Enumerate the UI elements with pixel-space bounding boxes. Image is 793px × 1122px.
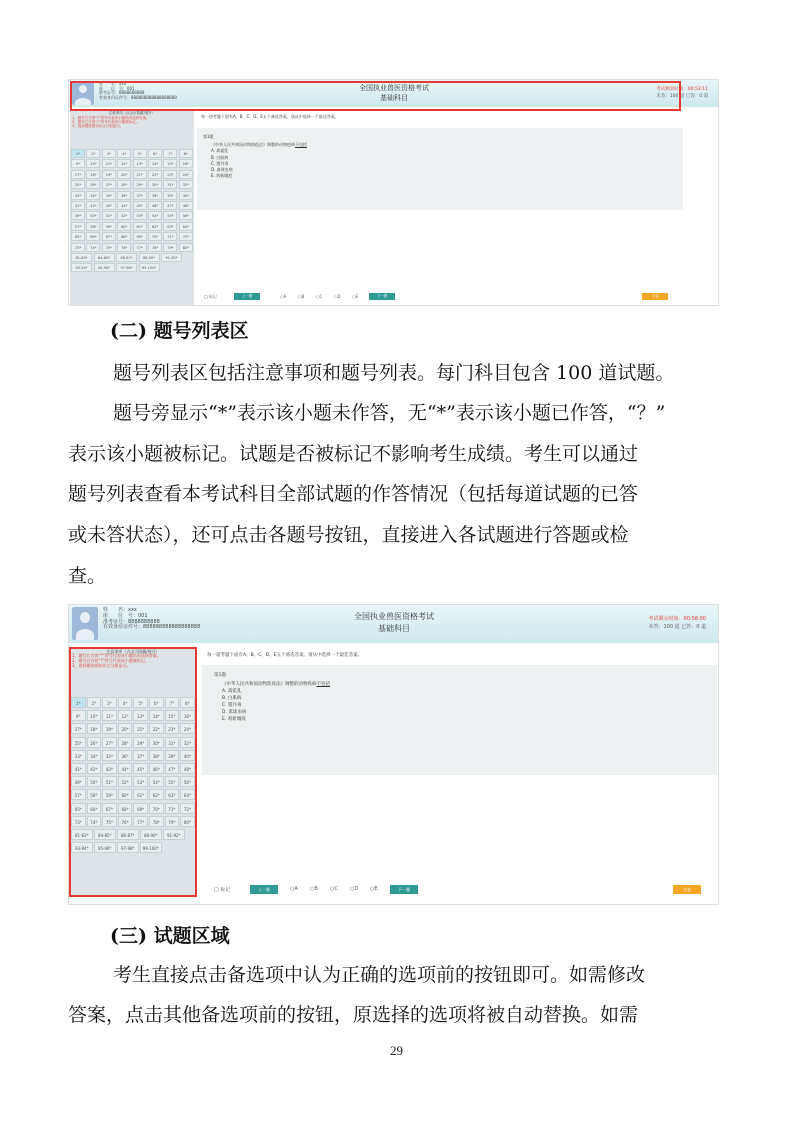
question-button[interactable]: 3*	[102, 697, 117, 708]
question-button[interactable]: 31*	[165, 737, 180, 748]
exam-subject: 基础科目	[378, 624, 410, 633]
question-button[interactable]: 18*	[86, 170, 100, 179]
question-group-button[interactable]: 99-100*	[140, 842, 162, 853]
question-button[interactable]: 57*	[71, 789, 86, 800]
question-button[interactable]: 33*	[71, 191, 85, 200]
question-button[interactable]: 13*	[133, 159, 147, 168]
question-button[interactable]: 29*	[133, 180, 147, 189]
notice-item: 2、题号右方的“?”符号代表该小题被标记。	[72, 120, 140, 125]
question-button[interactable]: 79*	[163, 243, 177, 252]
question-button[interactable]: 75*	[102, 243, 116, 252]
question-button[interactable]: 4*	[117, 149, 131, 158]
question-button[interactable]: 5*	[133, 149, 147, 158]
question-button[interactable]: 70*	[148, 232, 162, 241]
question-button[interactable]: 15*	[163, 159, 177, 168]
question-button[interactable]: 30*	[148, 180, 162, 189]
choice-c-radio[interactable]: ○C	[330, 886, 338, 892]
question-button[interactable]: 8*	[180, 697, 195, 708]
paragraph-line: 题号列表区包括注意事项和题号列表。每门科目包含 100 道试题。	[113, 362, 675, 384]
notice-item: 2、题号右方的“?”符号代表该小题被标记。	[72, 657, 149, 663]
time-remaining: 考试剩余时间：00:58:00	[648, 616, 706, 622]
question-button[interactable]: 34*	[86, 191, 100, 200]
question-button[interactable]: 11*	[102, 710, 117, 721]
question-button[interactable]: 58*	[86, 222, 100, 231]
question-button[interactable]: 74*	[87, 816, 102, 827]
avatar	[72, 607, 98, 640]
question-button[interactable]: 2*	[86, 149, 100, 158]
question-button[interactable]: 26*	[87, 737, 102, 748]
question-button[interactable]: 60*	[117, 222, 131, 231]
candidate-name: 姓 名：xxx	[103, 607, 137, 613]
mark-checkbox[interactable]: □ 标记	[204, 294, 218, 299]
question-button[interactable]: 28*	[118, 737, 133, 748]
question-button[interactable]: 5*	[133, 697, 148, 708]
stem-emphasis: 不包括	[316, 681, 330, 687]
question-group-button[interactable]: 86-87*	[117, 829, 139, 840]
question-button[interactable]: 46*	[148, 201, 162, 210]
question-button[interactable]: 17*	[71, 170, 85, 179]
question-button[interactable]: 51*	[102, 776, 117, 787]
notice-item: 1、题号右方的“*”符号代表该小题尚未选择答案。	[72, 653, 161, 658]
question-button[interactable]: 50*	[87, 776, 102, 787]
submit-button[interactable]: 交卷	[673, 885, 701, 894]
choice-b-radio[interactable]: ○B	[310, 886, 318, 892]
choice-b-radio[interactable]: ○B	[298, 294, 305, 299]
question-button[interactable]: 27*	[102, 180, 116, 189]
question-instruction: 每一道考题下面有A、B、C、D、E五个备选答案。请从中选择一个最佳答案。	[201, 114, 339, 119]
question-button[interactable]: 14*	[149, 710, 164, 721]
question-button[interactable]: 21*	[133, 723, 148, 734]
choice-a-radio[interactable]: ○A	[280, 294, 287, 299]
question-button[interactable]: 41*	[71, 763, 86, 774]
stem-emphasis: 不包括	[295, 142, 307, 148]
question-button[interactable]: 6*	[148, 149, 162, 158]
question-button[interactable]: 25*	[71, 737, 86, 748]
option-c: C. 猪丹毒	[222, 702, 242, 708]
question-button[interactable]: 50*	[86, 211, 100, 220]
question-button[interactable]: 64*	[180, 789, 195, 800]
exam-timer	[649, 615, 707, 631]
question-button[interactable]: 36*	[117, 191, 131, 200]
question-button[interactable]: 25*	[71, 180, 85, 189]
question-button[interactable]: 36*	[118, 750, 133, 761]
question-button[interactable]: 68*	[118, 803, 133, 814]
question-button[interactable]: 77*	[133, 243, 147, 252]
question-button[interactable]: 38*	[149, 750, 164, 761]
question-button[interactable]: 42*	[87, 763, 102, 774]
question-group-button[interactable]: 86-87*	[116, 253, 137, 262]
notice-item: 3、选择题按照知识点分组显示。	[72, 124, 124, 129]
notice-toggle[interactable]: 注意事项（点击可隐藏/展开）	[108, 111, 156, 115]
question-button[interactable]: 15*	[165, 710, 180, 721]
question-button[interactable]: 30*	[149, 737, 164, 748]
question-button[interactable]: 6*	[149, 697, 164, 708]
question-button[interactable]: 1*	[71, 697, 86, 708]
highlight-frame	[70, 81, 681, 111]
admission-number: 准考证号：8888888888	[103, 618, 160, 625]
stem-text: 《中华人民共和国动物防疫法》调整的动物疫病	[222, 681, 317, 687]
question-button[interactable]: 23*	[163, 170, 177, 179]
time-remaining: 考试剩余时间：00:53:11	[656, 87, 708, 92]
question-button[interactable]: 48*	[179, 201, 193, 210]
highlight-frame	[69, 647, 197, 897]
question-button[interactable]: 54*	[148, 211, 162, 220]
question-button[interactable]: 32*	[179, 180, 193, 189]
question-group-button[interactable]: 97-98*	[116, 263, 137, 272]
question-button[interactable]: 71*	[165, 803, 180, 814]
question-button[interactable]: 67*	[102, 232, 116, 241]
question-button[interactable]: 20*	[117, 170, 131, 179]
question-button[interactable]: 71*	[163, 232, 177, 241]
option-d: D. 禽球虫病	[222, 709, 247, 715]
question-button[interactable]: 14*	[148, 159, 162, 168]
choice-e-radio[interactable]: ○E	[352, 294, 359, 299]
question-button[interactable]: 72*	[180, 803, 195, 814]
question-button[interactable]: 63*	[165, 789, 180, 800]
question-button[interactable]: 22*	[148, 170, 162, 179]
question-group-button[interactable]: 81-83*	[71, 829, 93, 840]
question-button[interactable]: 29*	[133, 737, 148, 748]
question-button[interactable]: 57*	[71, 222, 85, 231]
question-button[interactable]: 65*	[71, 232, 85, 241]
section-heading-question-list: (二) 题号列表区	[110, 320, 249, 342]
question-group-button[interactable]: 95-96*	[94, 842, 116, 853]
question-box	[202, 665, 717, 775]
question-button[interactable]: 51*	[102, 211, 116, 220]
question-button[interactable]: 44*	[118, 763, 133, 774]
question-button[interactable]: 62*	[148, 222, 162, 231]
exam-title: 全国执业兽医资格考试	[354, 612, 434, 621]
question-button[interactable]: 74*	[86, 243, 100, 252]
question-group-button[interactable]: 99-100*	[139, 263, 160, 272]
question-group-button[interactable]: 88-90*	[140, 829, 162, 840]
question-button[interactable]: 76*	[118, 816, 133, 827]
option-a: A. 禽霍乱	[211, 148, 229, 154]
question-button[interactable]: 66*	[86, 232, 100, 241]
question-group-button[interactable]: 93-94*	[71, 842, 93, 853]
question-button[interactable]: 79*	[165, 816, 180, 827]
question-button[interactable]: 60*	[118, 789, 133, 800]
question-button[interactable]: 42*	[86, 201, 100, 210]
question-button[interactable]: 17*	[71, 723, 86, 734]
question-button[interactable]: 70*	[149, 803, 164, 814]
question-button[interactable]: 61*	[133, 222, 147, 231]
prev-button[interactable]: 上一题	[250, 885, 278, 894]
question-button[interactable]: 58*	[87, 789, 102, 800]
seat-number: 座 位 号：001	[99, 85, 135, 91]
question-button[interactable]: 45*	[133, 201, 147, 210]
question-button[interactable]: 23*	[165, 723, 180, 734]
next-button[interactable]: 下一题	[390, 885, 418, 894]
question-button[interactable]: 10*	[86, 159, 100, 168]
question-button[interactable]: 45*	[133, 763, 148, 774]
question-group-button[interactable]: 93-94*	[71, 263, 92, 272]
question-number: 第1题	[203, 134, 214, 139]
question-button[interactable]: 55*	[163, 211, 177, 220]
question-button[interactable]: 48*	[180, 763, 195, 774]
paragraph-line: 题号旁显示“*”表示该小题未作答，无“*”表示该小题已作答，“？”	[113, 402, 666, 424]
question-button[interactable]: 53*	[133, 211, 147, 220]
question-button[interactable]: 20*	[118, 723, 133, 734]
question-button[interactable]: 64*	[179, 222, 193, 231]
id-number: 有效身份证件号：888888888888888888	[99, 94, 177, 100]
question-list-panel	[70, 111, 194, 305]
question-button[interactable]: 68*	[117, 232, 131, 241]
question-box	[197, 128, 683, 210]
exam-screenshot-2	[68, 604, 719, 905]
question-button[interactable]: 43*	[102, 763, 117, 774]
question-button[interactable]: 47*	[163, 201, 177, 210]
question-group-button[interactable]: 91-92*	[163, 829, 185, 840]
admission-number: 准考证号：8888888888	[99, 90, 145, 96]
question-group-button[interactable]: 97-98*	[117, 842, 139, 853]
paragraph-line: 或未答状态），还可点击各题号按钮，直接进入各试题进行答题或检	[68, 524, 629, 546]
question-button[interactable]: 9*	[71, 159, 85, 168]
candidate-info	[103, 608, 200, 631]
question-button[interactable]: 49*	[71, 211, 85, 220]
notice-list	[72, 116, 150, 129]
question-button[interactable]: 75*	[102, 816, 117, 827]
question-button[interactable]: 24*	[179, 170, 193, 179]
exam-title: 全国执业兽医资格考试	[359, 84, 429, 92]
question-group-button[interactable]: 84-85*	[94, 829, 116, 840]
page-number: 29	[390, 1043, 403, 1058]
option-e: E. 鸡新城疫	[211, 173, 233, 179]
question-group-button[interactable]: 95-96*	[94, 263, 115, 272]
seat-number: 座 位 号：001	[103, 612, 148, 619]
choice-a-radio[interactable]: ○A	[290, 886, 298, 892]
option-b: B. 白肌病	[211, 154, 229, 160]
question-button[interactable]: 28*	[117, 180, 131, 189]
question-button[interactable]: 13*	[133, 710, 148, 721]
question-button[interactable]: 21*	[133, 170, 147, 179]
answer-counts: 未答：100 道 已答：0 道	[648, 624, 706, 630]
question-button[interactable]: 77*	[133, 816, 148, 827]
question-button[interactable]: 47*	[165, 763, 180, 774]
question-button[interactable]: 11*	[102, 159, 116, 168]
exam-title-block	[319, 611, 469, 635]
question-button[interactable]: 35*	[102, 750, 117, 761]
exam-subject: 基础科目	[380, 94, 408, 102]
choice-c-radio[interactable]: ○C	[316, 294, 323, 299]
choice-d-radio[interactable]: ○D	[334, 294, 341, 299]
question-button[interactable]: 26*	[86, 180, 100, 189]
question-button[interactable]: 35*	[102, 191, 116, 200]
question-group-button[interactable]: 91-92*	[161, 253, 182, 262]
question-button[interactable]: 66*	[87, 803, 102, 814]
paragraph-line: 题号列表查看本考试科目全部试题的作答情况（包括每道试题的已答	[68, 483, 639, 505]
answer-counts: 未答：100 道 已答：0 道	[656, 94, 708, 99]
question-button[interactable]: 44*	[117, 201, 131, 210]
question-button[interactable]: 40*	[180, 750, 195, 761]
question-stem	[214, 682, 717, 689]
question-button[interactable]: 31*	[163, 180, 177, 189]
question-button[interactable]: 1*	[71, 149, 85, 158]
question-button[interactable]: 27*	[102, 737, 117, 748]
question-instruction: 每一道考题下面有A、B、C、D、E五个备选答案。请从中选择一个最佳答案。	[207, 653, 363, 658]
paragraph-line: 答案，点击其他备选项前的按钮，原选择的选项将被自动替换。如需	[68, 1004, 639, 1026]
id-number: 有效身份证件号：888888888888888888	[103, 624, 201, 631]
section-heading-question-area: (三) 试题区域	[110, 925, 230, 947]
paragraph-line: 考生直接点击备选项中认为正确的选项前的按钮即可。如需修改	[113, 964, 646, 986]
question-button[interactable]: 34*	[87, 750, 102, 761]
choice-e-radio[interactable]: ○E	[370, 886, 378, 892]
question-button[interactable]: 73*	[71, 243, 85, 252]
question-button[interactable]: 7*	[163, 149, 177, 158]
submit-button[interactable]: 交卷	[642, 293, 668, 300]
question-button[interactable]: 16*	[179, 159, 193, 168]
question-button[interactable]: 46*	[149, 763, 164, 774]
question-button[interactable]: 12*	[118, 710, 133, 721]
question-button[interactable]: 37*	[133, 191, 147, 200]
prev-button[interactable]: 上一题	[234, 293, 260, 300]
question-button[interactable]: 10*	[87, 710, 102, 721]
question-button[interactable]: 40*	[179, 191, 193, 200]
question-button[interactable]: 12*	[117, 159, 131, 168]
question-number: 第1题	[214, 673, 226, 678]
question-group-button[interactable]: 81-83*	[71, 253, 92, 262]
question-button[interactable]: 49*	[71, 776, 86, 787]
option-e: E. 鸡新城疫	[222, 716, 246, 722]
question-button[interactable]: 61*	[133, 789, 148, 800]
option-d: D. 禽球虫病	[211, 166, 233, 172]
question-button[interactable]: 62*	[149, 789, 164, 800]
question-button[interactable]: 52*	[117, 211, 131, 220]
question-button[interactable]: 56*	[180, 776, 195, 787]
question-button[interactable]: 16*	[180, 710, 195, 721]
question-button[interactable]: 76*	[117, 243, 131, 252]
question-button[interactable]: 72*	[179, 232, 193, 241]
question-button[interactable]: 63*	[163, 222, 177, 231]
question-button[interactable]: 2*	[87, 697, 102, 708]
question-button[interactable]: 7*	[165, 697, 180, 708]
question-button[interactable]: 43*	[102, 201, 116, 210]
question-button[interactable]: 39*	[163, 191, 177, 200]
question-button[interactable]: 18*	[87, 723, 102, 734]
exam-header	[69, 605, 718, 643]
question-button[interactable]: 56*	[179, 211, 193, 220]
question-button[interactable]: 78*	[149, 816, 164, 827]
choice-d-radio[interactable]: ○D	[350, 886, 359, 892]
stem-text: 《中华人民共和国动物防疫法》调整的动物疫病	[211, 142, 295, 148]
question-group-button[interactable]: 88-90*	[139, 253, 160, 262]
paragraph-line: 查。	[68, 565, 107, 587]
question-button[interactable]: 32*	[180, 737, 195, 748]
option-a: A. 禽霍乱	[222, 688, 242, 694]
candidate-name: 姓 名：xxx	[99, 81, 127, 86]
question-button[interactable]: 33*	[71, 750, 86, 761]
question-button[interactable]: 69*	[133, 232, 147, 241]
question-button[interactable]: 67*	[102, 803, 117, 814]
notice-toggle[interactable]: 注意事项（点击可隐藏/展开）	[106, 649, 160, 654]
question-button[interactable]: 78*	[148, 243, 162, 252]
question-button[interactable]: 80*	[180, 816, 195, 827]
question-button[interactable]: 59*	[102, 789, 117, 800]
notice-item: 3、选择题按照知识点分组显示。	[72, 662, 131, 668]
question-group-button[interactable]: 84-85*	[94, 253, 115, 262]
notice-item: 1、题号右方的“*”符号代表该小题尚未选择答案。	[72, 116, 150, 120]
paragraph-line: 表示该小题被标记。试题是否被标记不影响考生成绩。考生可以通过	[68, 443, 639, 465]
question-button[interactable]: 73*	[71, 816, 86, 827]
question-button[interactable]: 59*	[102, 222, 116, 231]
question-button[interactable]: 69*	[133, 803, 148, 814]
question-button[interactable]: 3*	[102, 149, 116, 158]
option-c: C. 猪丹毒	[211, 160, 229, 166]
question-button[interactable]: 65*	[71, 803, 86, 814]
question-button[interactable]: 39*	[165, 750, 180, 761]
mark-checkbox[interactable]: □ 标记	[214, 887, 231, 893]
question-button[interactable]: 38*	[148, 191, 162, 200]
question-button[interactable]: 22*	[149, 723, 164, 734]
question-button[interactable]: 54*	[149, 776, 164, 787]
question-button[interactable]: 80*	[179, 243, 193, 252]
question-button[interactable]: 4*	[118, 697, 133, 708]
question-button[interactable]: 9*	[71, 710, 86, 721]
question-button[interactable]: 19*	[102, 723, 117, 734]
question-button[interactable]: 37*	[133, 750, 148, 761]
question-button[interactable]: 41*	[71, 201, 85, 210]
question-button[interactable]: 52*	[118, 776, 133, 787]
question-button[interactable]: 8*	[179, 149, 193, 158]
question-button[interactable]: 53*	[133, 776, 148, 787]
option-b: B. 白肌病	[222, 695, 242, 701]
exam-screenshot-1	[68, 79, 719, 306]
next-button[interactable]: 下一题	[369, 293, 395, 300]
question-button[interactable]: 19*	[102, 170, 116, 179]
question-button[interactable]: 24*	[180, 723, 195, 734]
question-button[interactable]: 55*	[165, 776, 180, 787]
